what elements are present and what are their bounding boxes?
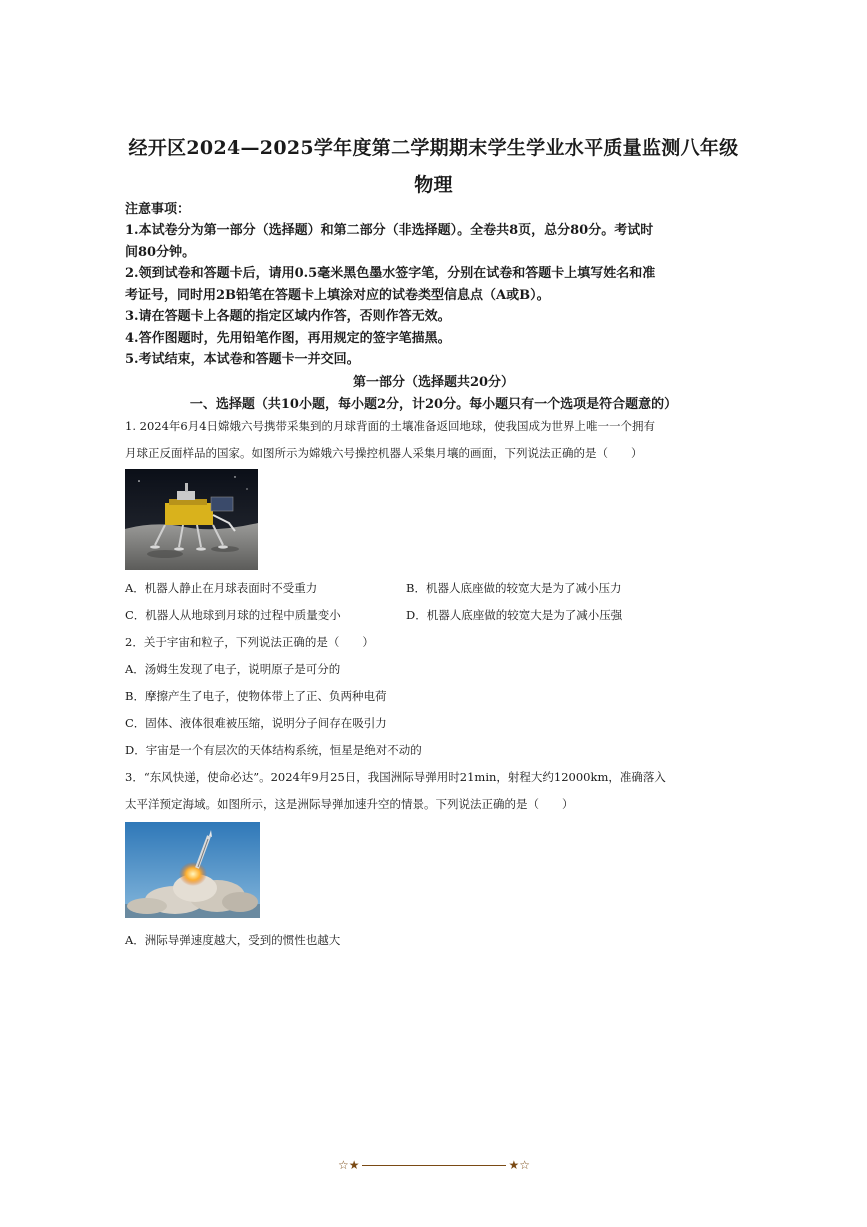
q1-option-a: A．机器人静止在月球表面时不受重力 bbox=[125, 581, 318, 595]
notes-line: 1.本试卷分为第一部分（选择题）和第二部分（非选择题）。全卷共8页，总分80分。考试时 bbox=[125, 223, 654, 238]
part1-subheading: 一、选择题（共10小题，每小题2分，计20分。每小题只有一个选项是符合题意的） bbox=[189, 397, 678, 412]
q1-option-d: D．机器人底座做的较宽大是为了减小压强 bbox=[406, 608, 623, 622]
exam-title: 经开区2024—2025学年度第二学期期末学生学业水平质量监测八年级 bbox=[128, 137, 739, 159]
exam-subject: 物理 bbox=[414, 174, 453, 196]
q3-stem-line1: 3．“东风快递，使命必达”。2024年9月25日，我国洲际导弹用时21min，射程大约12000km，准确落入 bbox=[125, 770, 666, 784]
footer-rule bbox=[362, 1165, 506, 1166]
notes-line: 间80分钟。 bbox=[125, 244, 196, 260]
q2-stem: 2．关于宇宙和粒子，下列说法正确的是（ ） bbox=[125, 635, 374, 649]
notes-line: 3.请在答题卡上各题的指定区域内作答，否则作答无效。 bbox=[125, 309, 451, 324]
q3-stem-line2: 太平洋预定海域。如图所示，这是洲际导弹加速升空的情景。下列说法正确的是（ ） bbox=[125, 797, 574, 811]
q2-option-c: C．固体、液体很难被压缩，说明分子间存在吸引力 bbox=[125, 716, 387, 730]
q2-option-b: B．摩擦产生了电子，使物体带上了正、负两种电荷 bbox=[125, 689, 387, 703]
notes-line: 2.领到试卷和答题卡后，请用0.5毫米黑色墨水签字笔，分别在试卷和答题卡上填写姓名和准 bbox=[125, 266, 656, 281]
notes-line: 5.考试结束，本试卷和答题卡一并交回。 bbox=[125, 352, 360, 367]
notes-heading: 注意事项： bbox=[125, 202, 191, 217]
q3-option-a: A．洲际导弹速度越大，受到的惯性也越大 bbox=[125, 933, 341, 947]
q1-option-c: C．机器人从地球到月球的过程中质量变小 bbox=[125, 608, 341, 622]
footer-decoration bbox=[338, 1158, 530, 1172]
q1-option-b: B．机器人底座做的较宽大是为了减小压力 bbox=[406, 581, 622, 595]
q1-stem-line1: 1. 2024年6月4日嫦娥六号携带采集到的月球背面的土壤准备返回地球，使我国成为世界上唯一一个拥有 bbox=[125, 419, 656, 433]
footer-right-stars: ★☆ bbox=[508, 1158, 530, 1172]
chang-e-6-lander-image bbox=[125, 469, 258, 570]
notes-block bbox=[125, 200, 737, 371]
q2-option-a: A．汤姆生发现了电子，说明原子是可分的 bbox=[125, 662, 341, 676]
notes-line: 考证号，同时用2B铅笔在答题卡上填涂对应的试卷类型信息点（A或B）。 bbox=[125, 287, 550, 303]
part1-heading: 第一部分（选择题共20分） bbox=[352, 375, 515, 390]
missile-launch-image bbox=[125, 822, 260, 918]
q2-option-d: D．宇宙是一个有层次的天体结构系统，恒星是绝对不动的 bbox=[125, 743, 422, 757]
notes-line: 4.答作图题时，先用铅笔作图，再用规定的签字笔描黑。 bbox=[125, 330, 451, 346]
footer-left-stars: ☆★ bbox=[338, 1158, 360, 1172]
q1-stem-line2: 月球正反面样品的国家。如图所示为嫦娥六号操控机器人采集月壤的画面，下列说法正确的是（ ） bbox=[125, 446, 643, 460]
